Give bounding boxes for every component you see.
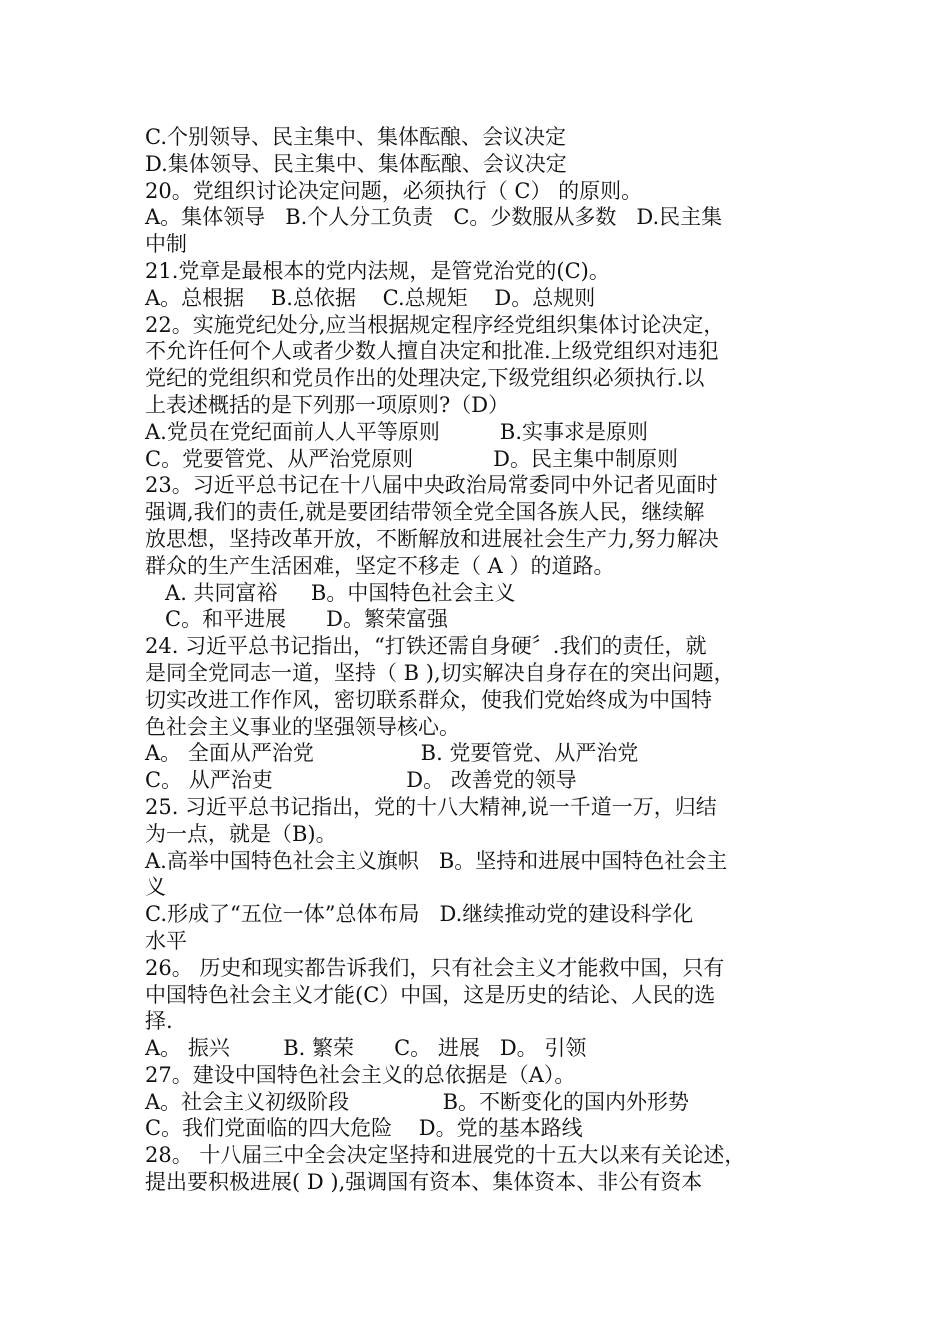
text-line: 择. bbox=[145, 1009, 173, 1034]
text-line: A。 全面从严治党 B. 党要管党、从严治党 bbox=[145, 741, 639, 766]
text-line: A。总根据 B.总依据 C.总规矩 D。总规则 bbox=[145, 285, 596, 310]
text-line: 不允许任何个人或者少数人擅自决定和批准.上级党组织对违犯 bbox=[145, 339, 719, 364]
text-line: A。社会主义初级阶段 B。不断变化的国内外形势 bbox=[145, 1089, 690, 1114]
text-line: 中制 bbox=[145, 232, 187, 257]
question-23: 23。习近平总书记在十八届中央政治局常委同中外记者见面时 bbox=[145, 473, 718, 498]
question-26: 26。 历史和现实都告诉我们，只有社会主义才能救中国，只有 bbox=[145, 955, 725, 980]
text-line: 为一点，就是（B)。 bbox=[145, 821, 337, 846]
question-20: 20。党组织讨论决定问题，必须执行（ C） 的原则。 bbox=[145, 178, 643, 203]
document-body bbox=[145, 124, 815, 1196]
question-24: 24. 习近平总书记指出，“打铁还需自身硬〞.我们的责任，就 bbox=[145, 634, 707, 659]
question-25: 25. 习近平总书记指出，党的十八大精神,说一千道一万，归结 bbox=[145, 794, 717, 819]
text-line: A。 振兴 B. 繁荣 C。 进展 D。 引领 bbox=[145, 1036, 587, 1061]
text-line: 切实改进工作作风，密切联系群众，使我们党始终成为中国特 bbox=[145, 687, 712, 712]
text-line: 上表述概括的是下列那一项原则?（D） bbox=[145, 392, 510, 417]
text-line: C。党要管党、从严治党原则 D。民主集中制原则 bbox=[145, 446, 679, 471]
text-line: C.形成了“五位一体”总体布局 D.继续推动党的建设科学化 bbox=[145, 902, 694, 927]
text-line: C。 从严治吏 D。 改善党的领导 bbox=[145, 768, 577, 793]
text-line: D.集体领导、民主集中、集体酝酿、会议决定 bbox=[145, 151, 567, 176]
text-line: 是同全党同志一道，坚持（ B ),切实解决自身存在的突出问题， bbox=[145, 660, 735, 685]
text-line: 放思想，坚持改革开放，不断解放和进展社会生产力,努力解决 bbox=[145, 526, 719, 551]
text-line: A. 共同富裕 B。中国特色社会主义 bbox=[145, 580, 516, 605]
text-line: 义 bbox=[145, 875, 166, 900]
text-line: A。集体领导 B.个人分工负责 C。少数服从多数 D.民主集 bbox=[145, 205, 723, 230]
question-22: 22。实施党纪处分,应当根据规定程序经党组织集体讨论决定， bbox=[145, 312, 725, 337]
text-line: 群众的生产生活困难，坚定不移走（ A ）的道路。 bbox=[145, 553, 615, 578]
text-line: 党纪的党组织和党员作出的处理决定,下级党组织必须执行.以 bbox=[145, 366, 705, 391]
question-28: 28。 十八届三中全会决定坚持和进展党的十五大以来有关论述， bbox=[145, 1143, 746, 1168]
text-line: 色社会主义事业的坚强领导核心。 bbox=[145, 714, 460, 739]
text-line: C.个别领导、民主集中、集体酝酿、会议决定 bbox=[145, 125, 566, 149]
text-line: A.党员在党纪面前人人平等原则 B.实事求是原则 bbox=[145, 419, 649, 444]
text-line: C。和平进展 D。繁荣富强 bbox=[145, 607, 448, 632]
text-line: 水平 bbox=[145, 928, 187, 953]
text-line: 强调,我们的责任,就是要团结带领全党全国各族人民，继续解 bbox=[145, 500, 705, 525]
text-line: A.高举中国特色社会主义旗帜 B。坚持和进展中国特色社会主 bbox=[145, 848, 728, 873]
question-27: 27。建设中国特色社会主义的总依据是（A）。 bbox=[145, 1062, 576, 1087]
text-line: 中国特色社会主义才能(C）中国，这是历史的结论、人民的选 bbox=[145, 982, 716, 1007]
text-line: C。我们党面临的四大危险 D。党的基本路线 bbox=[145, 1116, 583, 1141]
question-21: 21.党章是最根本的党内法规，是管党治党的(C)。 bbox=[145, 258, 610, 283]
text-line: 提出要积极进展( D ),强调国有资本、集体资本、非公有资本 bbox=[145, 1170, 703, 1195]
